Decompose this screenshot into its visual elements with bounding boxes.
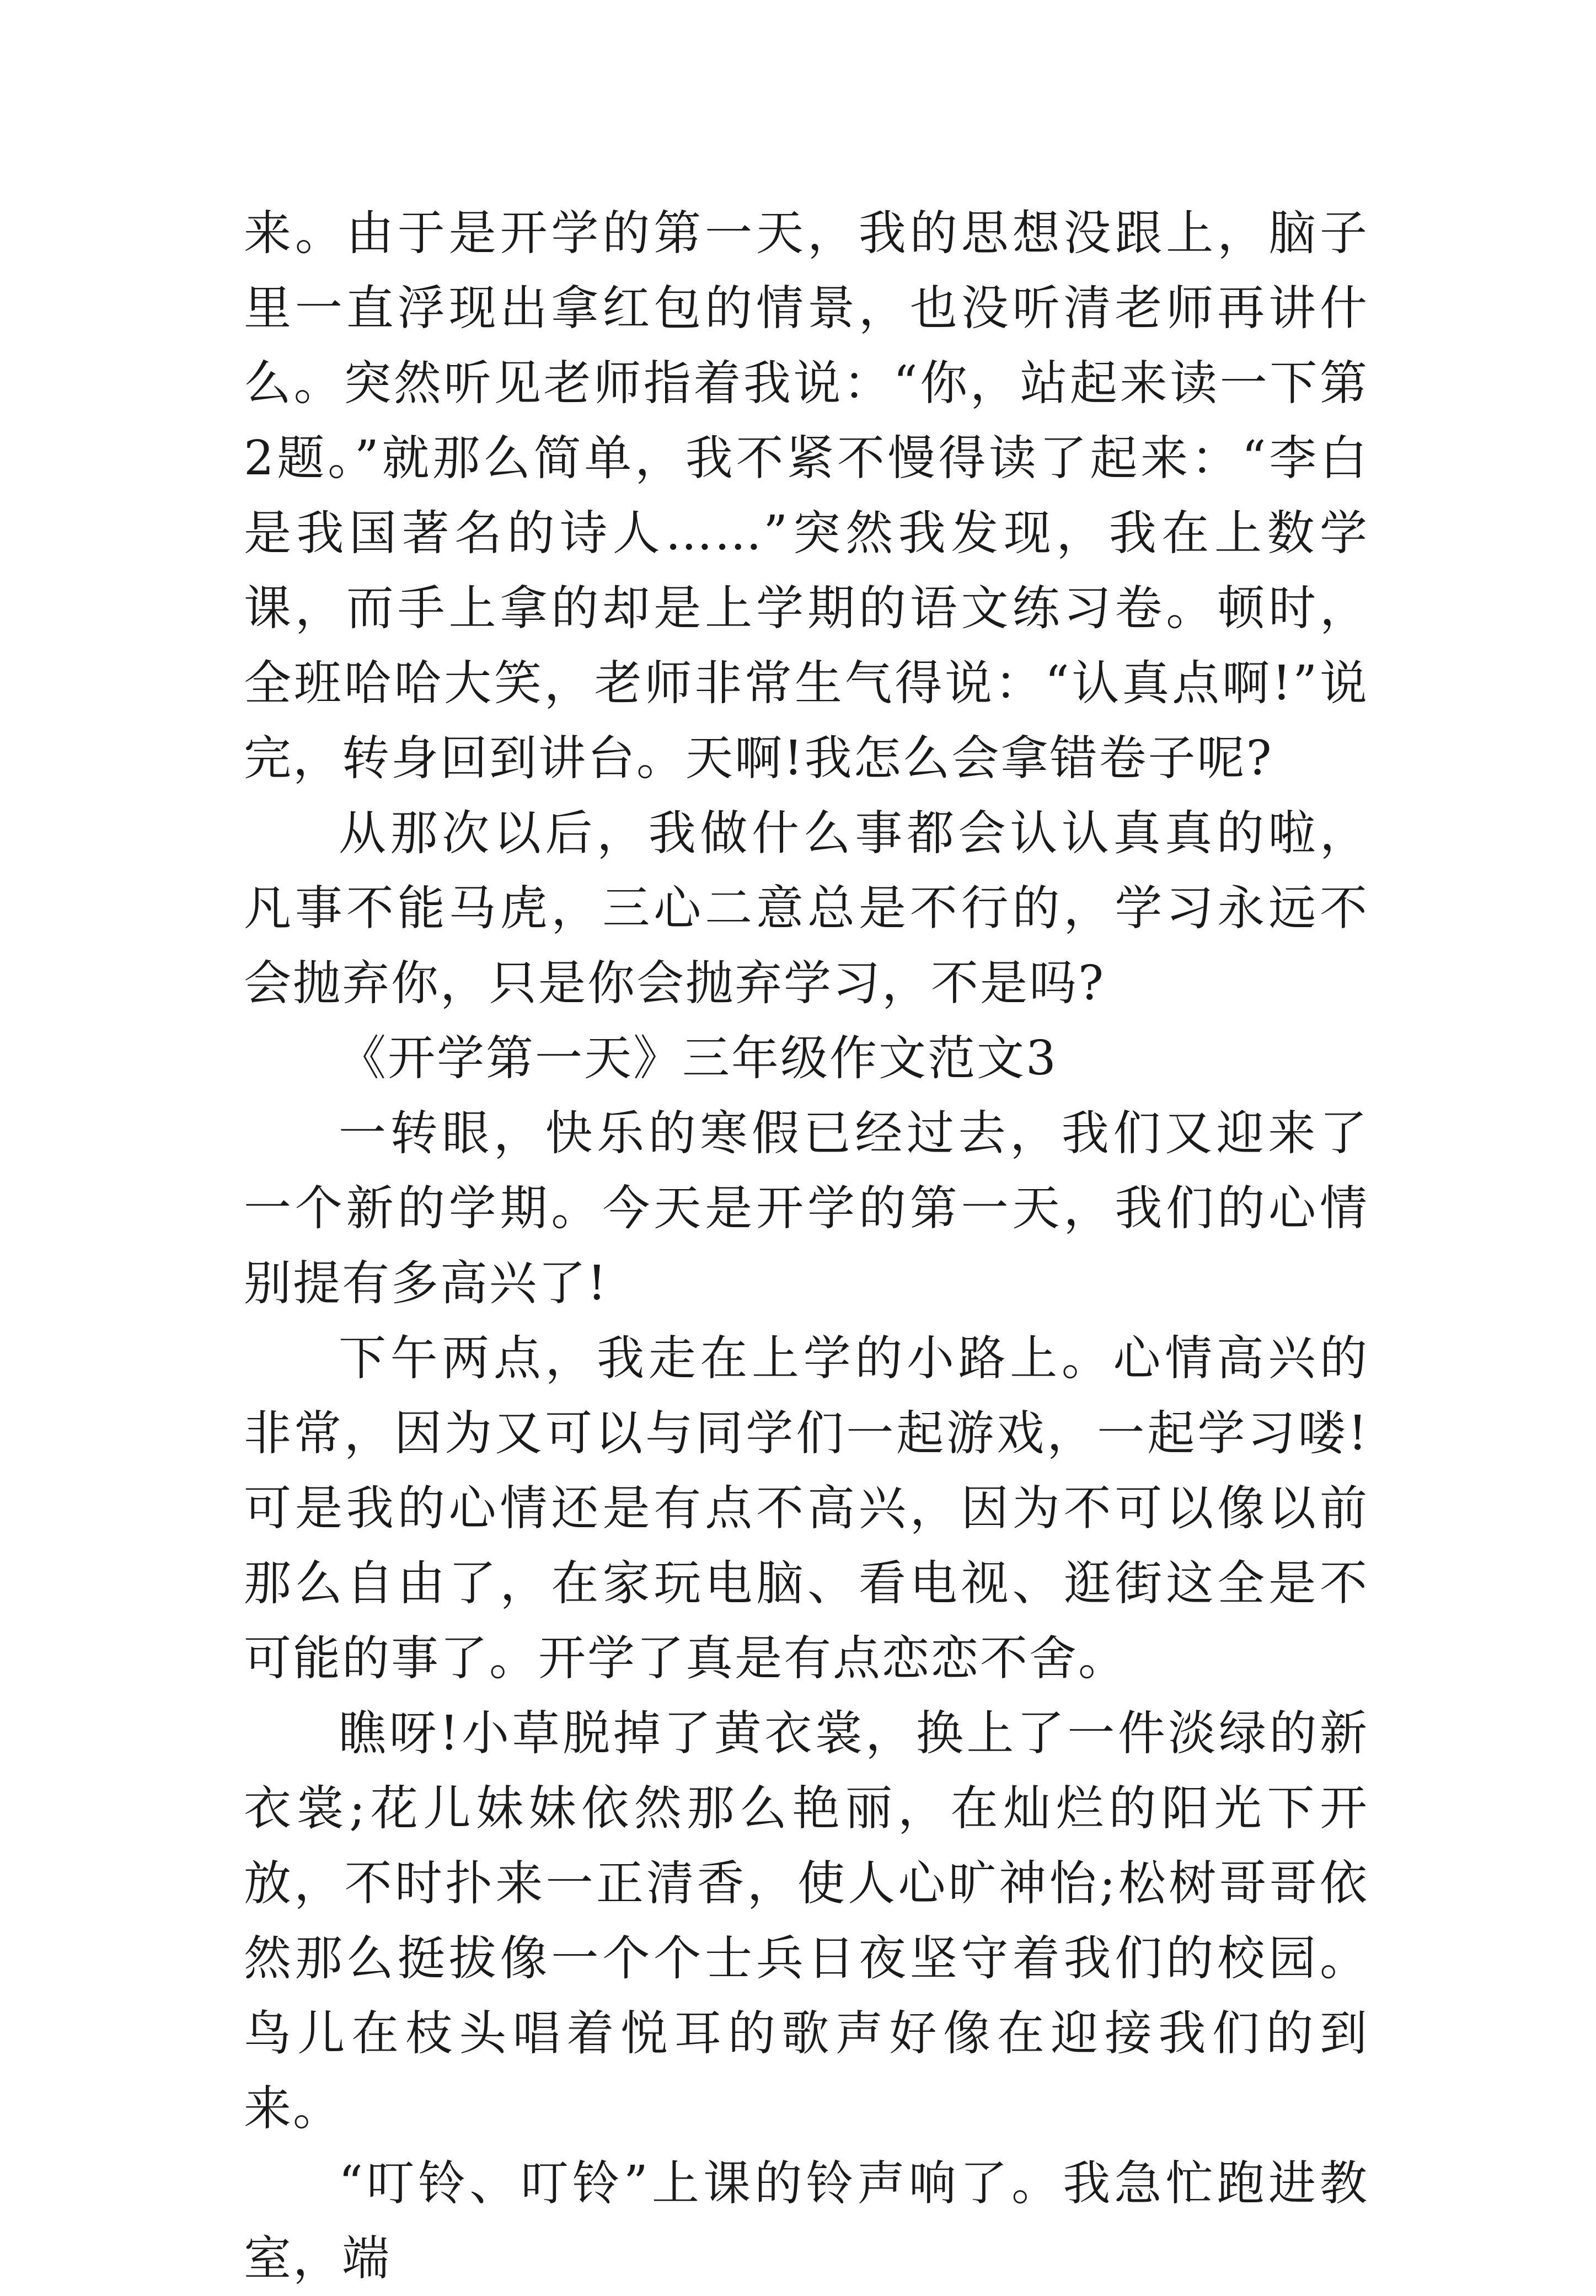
paragraph-walk-to-school: 下午两点，我走在上学的小路上。心情高兴的非常，因为又可以与同学们一起游戏，一起学习喽!可是我的心情还是有点不高兴，因为不可以像以前那么自由了，在家玩电脑、看电视、逛街这全是不可能的事了。开学了真是有点恋恋不舍。 — [244, 1331, 1369, 1686]
essay-text — [244, 196, 1369, 2296]
paragraph-intro: 一转眼，快乐的寒假已经过去，我们又迎来了一个新的学期。今天是开学的第一天，我们的心情别提有多高兴了! — [244, 1106, 1369, 1311]
paragraph-scenery: 瞧呀!小草脱掉了黄衣裳，换上了一件淡绿的新衣裳;花儿妹妹依然那么艳丽，在灿烂的阳光下开放，不时扑来一正清香，使人心旷神怡;松树哥哥依然那么挺拔像一个个士兵日夜坚守着我们的校园。鸟儿在枝头唱着悦耳的歌声好像在迎接我们的到来。 — [244, 1706, 1369, 2136]
paragraph-class-bell: “叮铃、叮铃”上课的铃声响了。我急忙跑进教室，端 — [244, 2156, 1369, 2286]
essay-title: 《开学第一天》三年级作文范文3 — [339, 1031, 1058, 1086]
paragraph-continuation: 来。由于是开学的第一天，我的思想没跟上，脑子里一直浮现出拿红包的情景，也没听清老师再讲什么。突然听见老师指着我说：“你，站起来读一下第2题。”就那么简单，我不紧不慢得读了起来：“李白是我国著名的诗人……”突然我发现，我在上数学课，而手上拿的却是上学期的语文练习卷。顿时，全班哈哈大笑，老师非常生气得说：“认真点啊!”说完，转身回到讲台。天啊!我怎么会拿错卷子呢? — [244, 206, 1369, 786]
paragraph-conclusion: 从那次以后，我做什么事都会认认真真的啦，凡事不能马虎，三心二意总是不行的，学习永远不会抛弃你，只是你会抛弃学习，不是吗? — [244, 806, 1369, 1011]
